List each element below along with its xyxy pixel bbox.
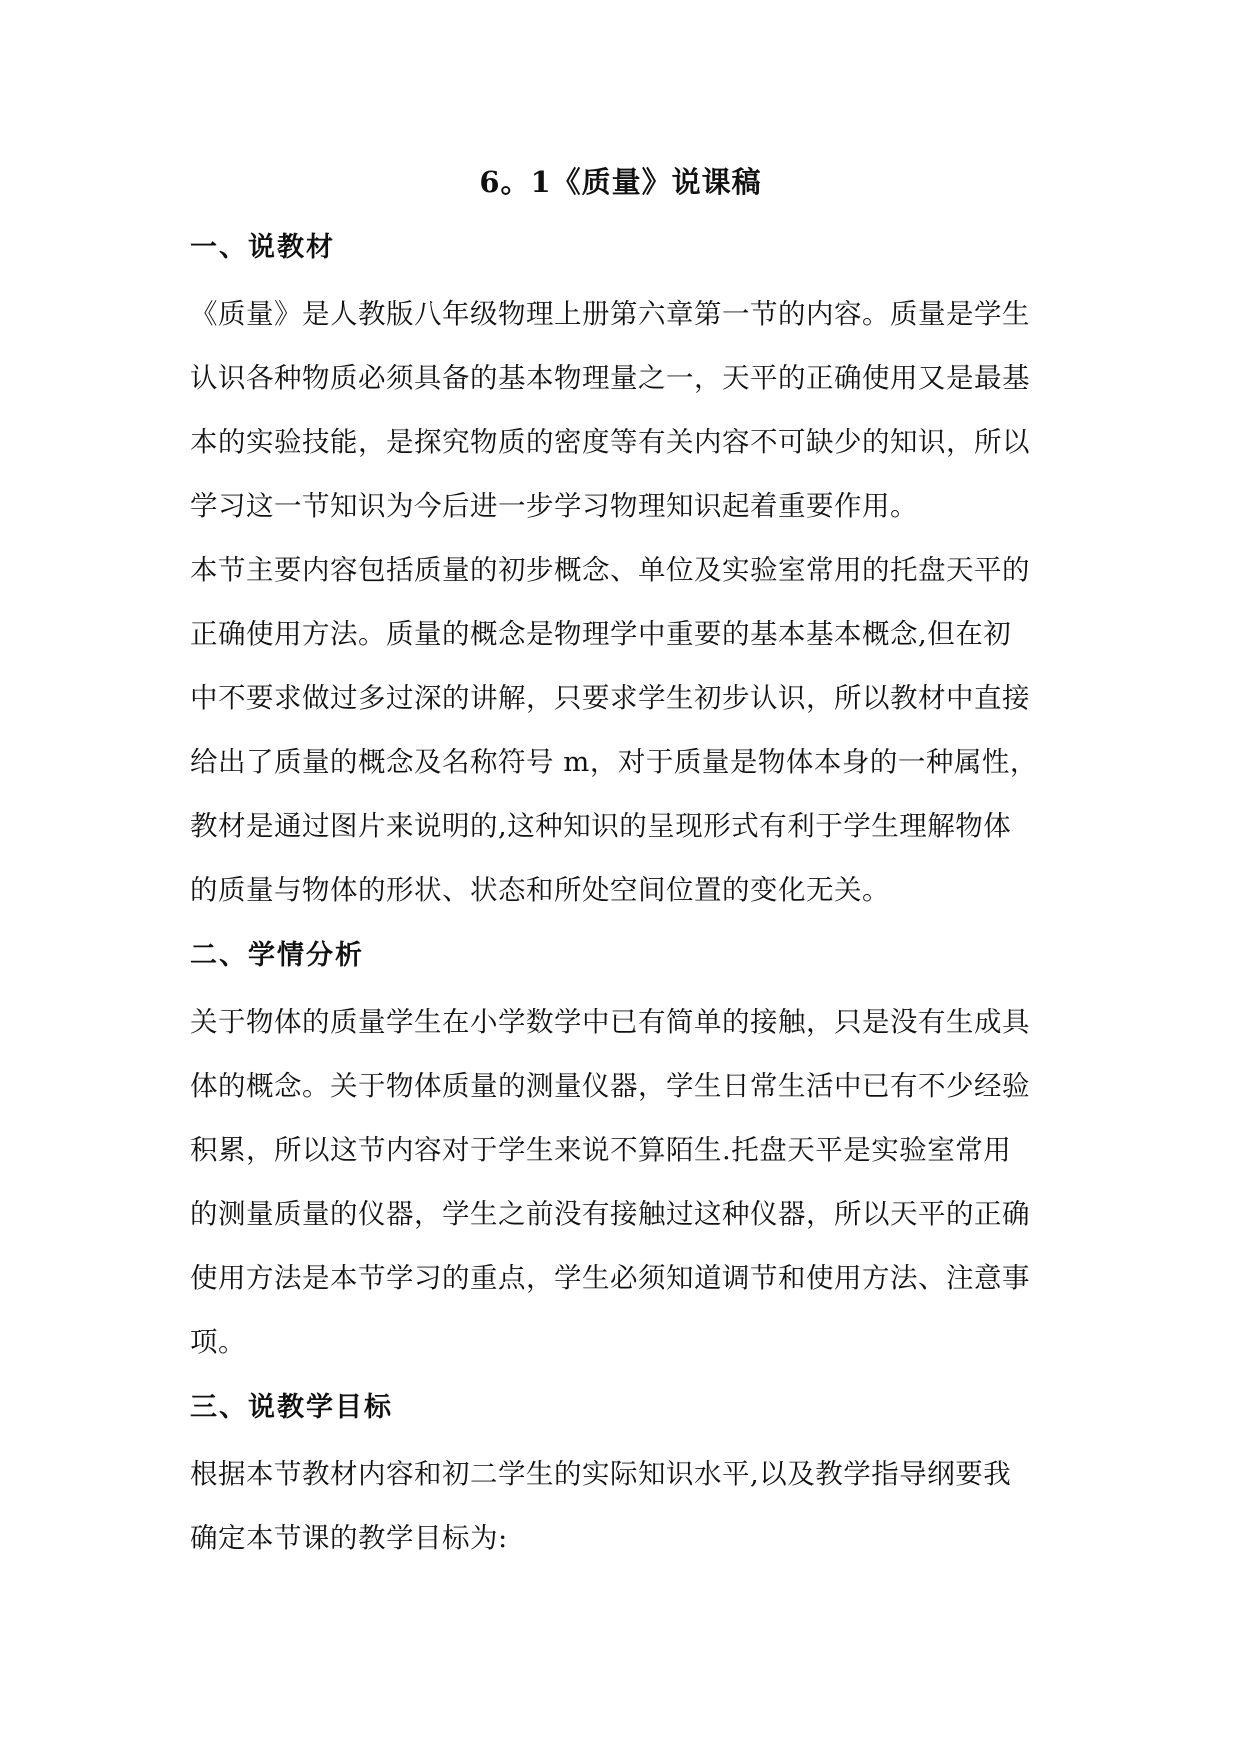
section-heading-textbook: 一、说教材	[190, 232, 335, 263]
paragraph-line: 认识各种物质必须具备的基本物理量之一，天平的正确使用又是最基	[190, 362, 1030, 394]
paragraph-line: 关于物体的质量学生在小学数学中已有简单的接触，只是没有生成具	[190, 1006, 1030, 1038]
paragraph-line: 《质量》是人教版八年级物理上册第六章第一节的内容。质量是学生	[190, 298, 1030, 330]
paragraph-line: 体的概念。关于物体质量的测量仪器，学生日常生活中已有不少经验	[190, 1070, 1030, 1102]
paragraph-line: 正确使用方法。质量的概念是物理学中重要的基本基本概念,但在初	[190, 618, 1012, 650]
paragraph-line: 本节主要内容包括质量的初步概念、单位及实验室常用的托盘天平的	[190, 554, 1030, 586]
section-heading-student-analysis: 二、学情分析	[190, 940, 364, 971]
paragraph-line: 的测量质量的仪器，学生之前没有接触过这种仪器，所以天平的正确	[190, 1198, 1030, 1230]
section-heading-teaching-goals: 三、说教学目标	[190, 1392, 393, 1423]
paragraph-line: 学习这一节知识为今后进一步学习物理知识起着重要作用。	[190, 490, 918, 522]
document-title: 6。1《质量》说课稿	[479, 165, 762, 199]
paragraph-line: 使用方法是本节学习的重点，学生必须知道调节和使用方法、注意事	[190, 1262, 1030, 1294]
paragraph-line: 项。	[190, 1326, 246, 1358]
paragraph-line: 教材是通过图片来说明的,这种知识的呈现形式有利于学生理解物体	[190, 810, 1012, 842]
paragraph-line: 中不要求做过多过深的讲解，只要求学生初步认识，所以教材中直接	[190, 682, 1030, 714]
paragraph-line: 本的实验技能，是探究物质的密度等有关内容不可缺少的知识，所以	[190, 426, 1030, 458]
paragraph-line: 积累，所以这节内容对于学生来说不算陌生.托盘天平是实验室常用	[190, 1134, 1012, 1166]
paragraph-line: 给出了质量的概念及名称符号 m，对于质量是物体本身的一种属性，	[190, 746, 1038, 778]
paragraph-line: 确定本节课的教学目标为:	[190, 1522, 508, 1554]
paragraph-line: 根据本节教材内容和初二学生的实际知识水平,以及教学指导纲要我	[190, 1458, 1012, 1490]
paragraph-line: 的质量与物体的形状、状态和所处空间位置的变化无关。	[190, 874, 890, 906]
